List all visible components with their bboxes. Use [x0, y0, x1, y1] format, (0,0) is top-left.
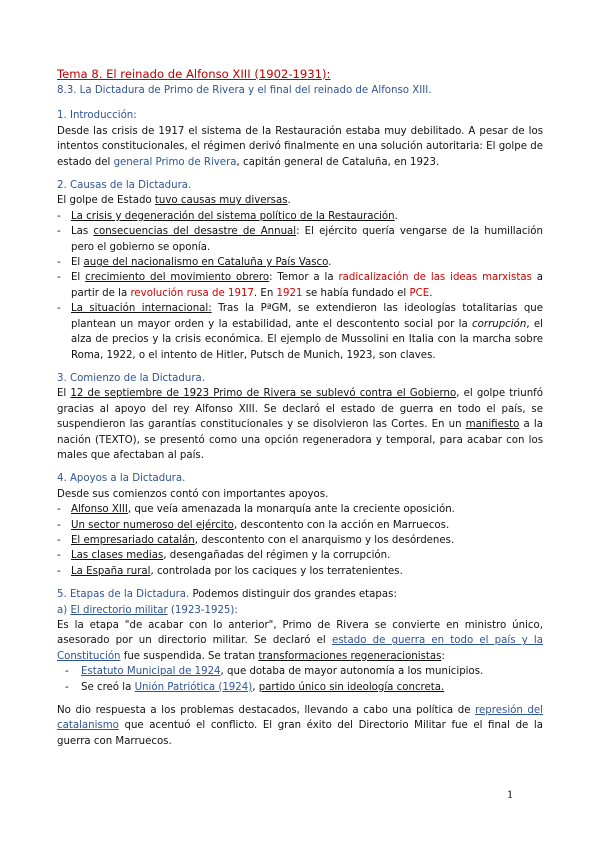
directorio-militar-subheading: a) El directorio militar (1923-1925): [57, 604, 238, 616]
list-item: - Un sector numeroso del ejército, descontento con la acción en Marruecos. [57, 518, 543, 533]
page-number: 1 [507, 790, 514, 801]
section-2-intro: El golpe de Estado tuvo causas muy diversas. [57, 195, 291, 207]
section-1-heading: 1. Introducción: [57, 110, 137, 122]
section-3-heading: 3. Comienzo de la Dictadura. [57, 372, 205, 384]
list-item: - Las clases medias, desengañadas del régimen y la corrupción. [57, 548, 543, 563]
primo-de-rivera-link[interactable]: general Primo de Rivera [113, 156, 237, 168]
section-5-heading: 5. Etapas de la Dictadura. [57, 589, 190, 601]
section-5-paragraph: Es la etapa "de acabar con lo anterior", Primo de Rivera se convierte en ministro único, asesorado por un directorio militar. Se declaró el estado de guerra en todo el país y la Constitución fue suspendida. Se tratan transformaciones regeneracionistas: [57, 620, 543, 662]
list-item: - La situación internacional: Tras la PªGM, se extendieron las ideologías totalitarias que plantean un mayor orden y la estabilidad, ante el descontento social por la corrupción, el alza de precios y la crisis económica. El ejemplo de Mussolini en Italia con la marcha sobre Roma, 1922, o el intento de Hitler, Putsch de Munich, 1923, son claves. [57, 301, 543, 363]
document-subtitle: 8.3. La Dictadura de Primo de Rivera y el final del reinado de Alfonso XIII. [57, 85, 432, 96]
section-5-heading-line: 5. Etapas de la Dictadura. Podemos distinguir dos grandes etapas: [57, 589, 397, 601]
list-item: - Se creó la Unión Patriótica (1924), partido único sin ideología concreta. [57, 680, 543, 695]
section-1-paragraph: Desde las crisis de 1917 el sistema de la Restauración estaba muy debilitado. A pesar de los intentos constitucionales, el régimen derivó finalmente en una solución autoritaria: El golpe de estado del general Primo de Rivera, capitán general de Cataluña, en 1923. [57, 125, 543, 168]
list-item: - El auge del nacionalismo en Cataluña y País Vasco. [57, 255, 543, 270]
section-4-heading: 4. Apoyos a la Dictadura. [57, 473, 186, 485]
supports-list [57, 502, 543, 579]
union-patriotica-link[interactable]: Unión Patriótica (1924) [134, 681, 253, 693]
section-3-paragraph: El 12 de septiembre de 1923 Primo de Rivera se sublevó contra el Gobierno, el golpe triunfó gracias al apoyo del rey Alfonso XIII. Se declaró el estado de guerra en todo el país, se suspendieron las garantías constitucionales y se disolvieron las Cortes. En un manifiesto a la nación (TEXTO), se presentó como una opción regeneradora y temporal, para acabar con los males que afectaban al país. [57, 388, 544, 461]
list-item: - Estatuto Municipal de 1924, que dotaba de mayor autonomía a los municipios. [57, 664, 543, 679]
represion-catalanismo-link[interactable]: represión del catalanismo [57, 705, 543, 732]
section-4-intro: Desde sus comienzos contó con importantes apoyos. [57, 488, 329, 500]
estatuto-municipal-link[interactable]: Estatuto Municipal de 1924 [81, 666, 221, 678]
list-item: - Alfonso XIII, que veía amenazada la monarquía ante la creciente oposición. [57, 502, 543, 517]
list-item: - El crecimiento del movimiento obrero: Temor a la radicalización de las ideas marxistas a partir de la revolución rusa de 1917. En 1921 se había fundado el PCE. [57, 270, 543, 301]
list-item: - El empresariado catalán, descontento con el anarquismo y los desórdenes. [57, 533, 543, 548]
reforms-list [57, 664, 543, 695]
document-page [57, 66, 543, 749]
document-title: Tema 8. El reinado de Alfonso XIII (1902-1931): [57, 67, 331, 81]
list-item: - La crisis y degeneración del sistema político de la Restauración. [57, 209, 543, 224]
list-item: - La España rural, controlada por los caciques y los terratenientes. [57, 564, 543, 579]
list-item: - Las consecuencias del desastre de Annual: El ejército quería vengarse de la humillación pero el gobierno se oponía. [57, 224, 543, 255]
section-2-heading: 2. Causas de la Dictadura. [57, 180, 192, 192]
estado-de-guerra-link[interactable]: estado de guerra en todo el país y la Constitución [57, 635, 543, 662]
causes-list [57, 209, 543, 363]
section-5-conclusion: No dio respuesta a los problemas destacados, llevando a cabo una política de represión del catalanismo que acentuó el conflicto. El gran éxito del Directorio Militar fue el final de la guerra con Marruecos. [57, 705, 543, 747]
